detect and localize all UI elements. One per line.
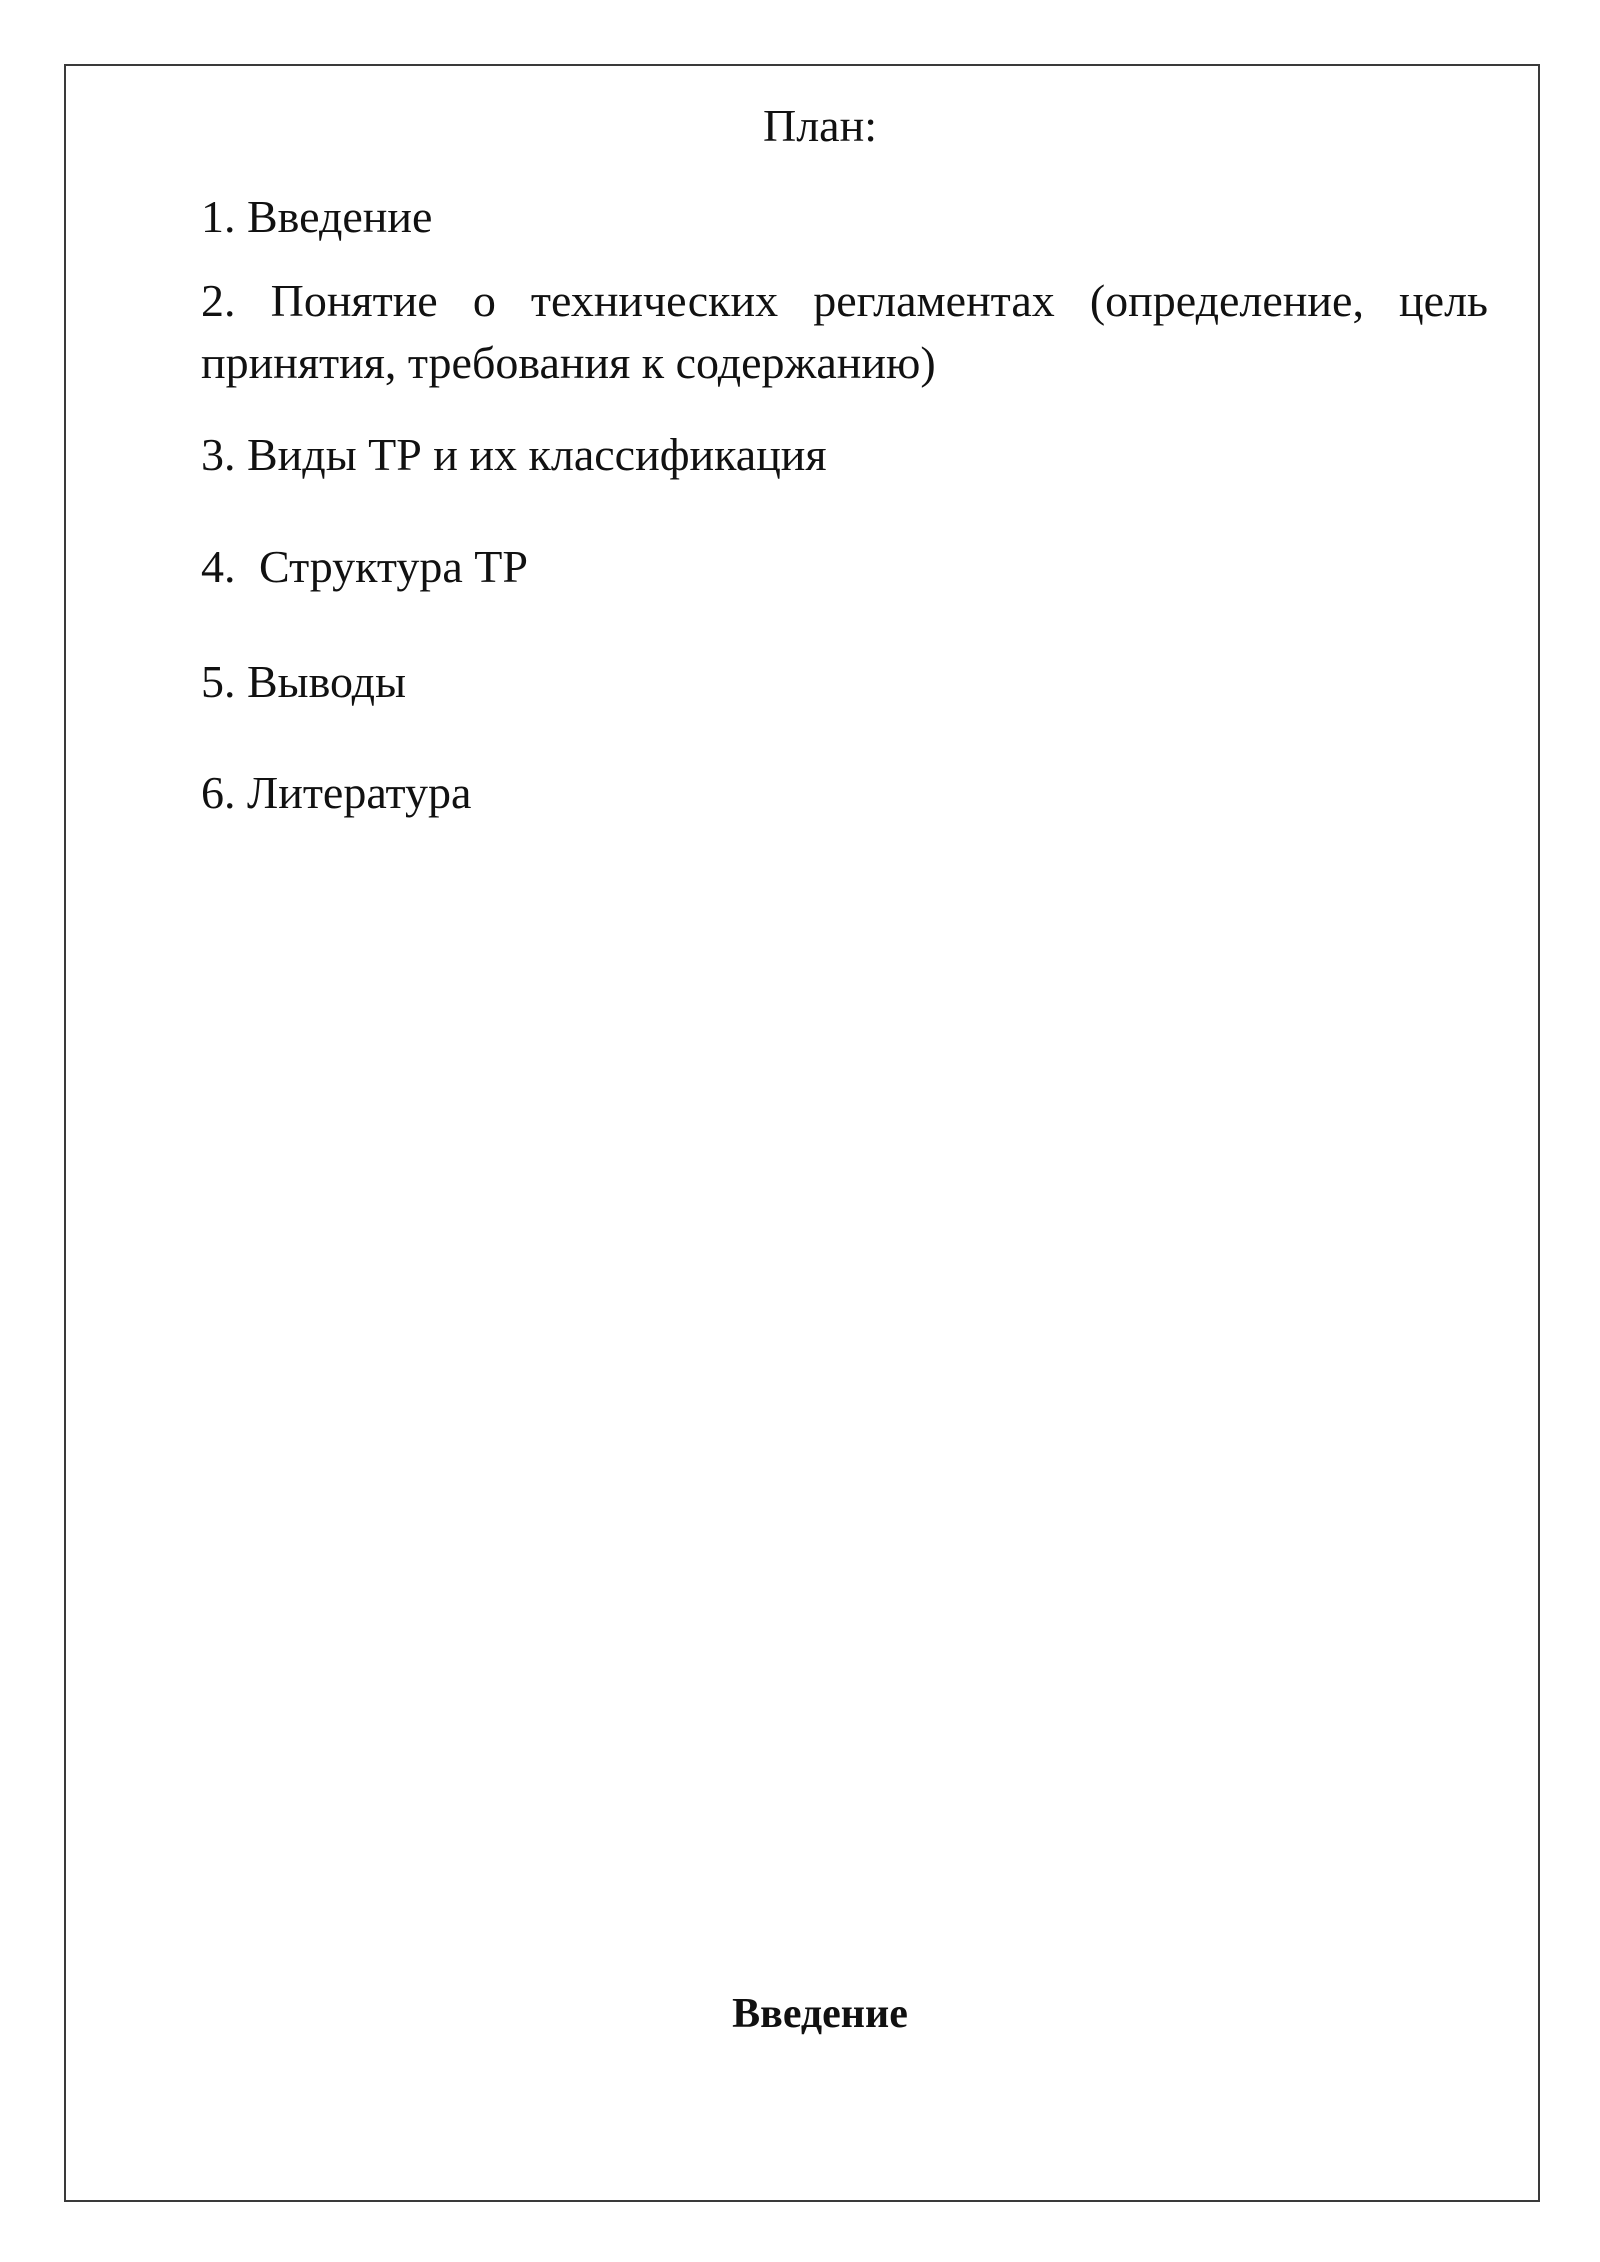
plan-item-number: 2. (201, 275, 236, 326)
plan-item-text: Структура ТР (259, 541, 528, 592)
plan-item-text: Выводы (247, 656, 406, 707)
plan-item-text-line-2: принятия, требования к содержанию) (201, 337, 936, 388)
plan-item-text: Литература (247, 767, 472, 818)
plan-item-line-1 (201, 270, 1488, 332)
plan-item-structure (201, 536, 528, 598)
plan-item-number: 3. (201, 429, 236, 480)
plan-item-number: 4. (201, 541, 236, 592)
plan-item-text: Виды ТР и их классификация (247, 429, 827, 480)
plan-item-number: 6. (201, 767, 236, 818)
plan-item-introduction (201, 186, 432, 248)
plan-item-text-line-1: Понятие о технических регламентах (определение, цель (270, 275, 1488, 326)
plan-item-types-classification (201, 424, 827, 486)
plan-item-literature (201, 762, 471, 824)
plan-title: План: (763, 100, 877, 151)
plan-item-text: Введение (247, 191, 433, 242)
plan-item-conclusions (201, 651, 406, 713)
plan-item-number: 5. (201, 656, 236, 707)
plan-item-number: 1. (201, 191, 236, 242)
section-heading-introduction: Введение (732, 1991, 908, 2037)
plan-item-technical-regulations-concept (201, 270, 1488, 394)
